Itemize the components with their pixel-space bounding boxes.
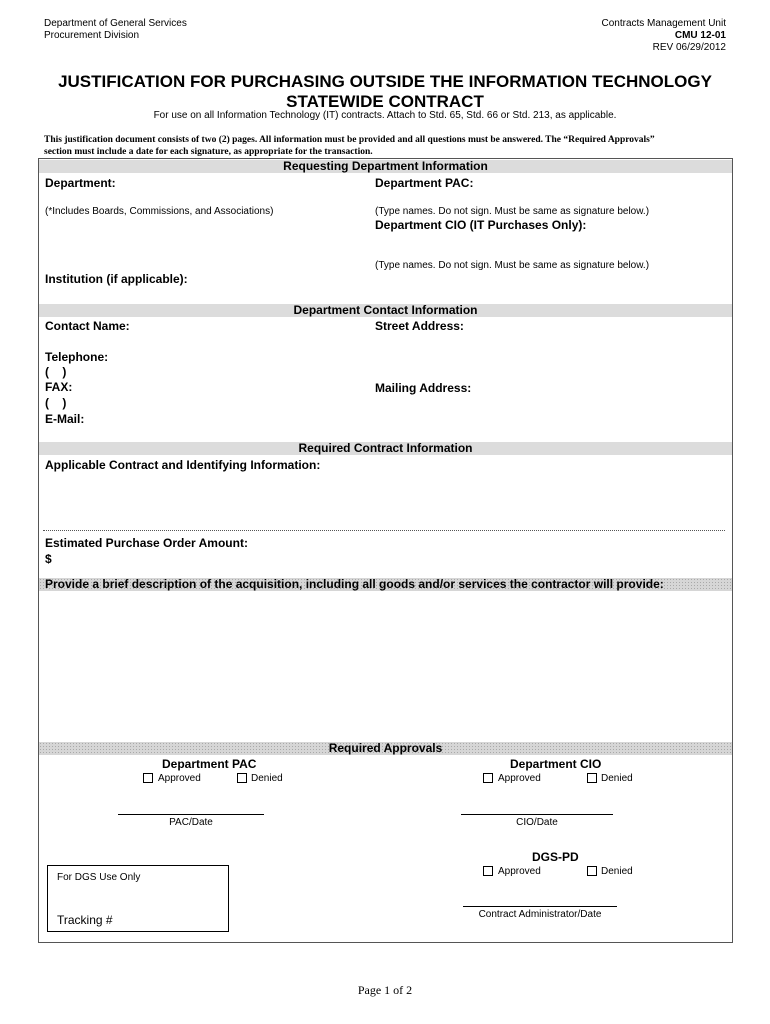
form-title	[40, 72, 730, 112]
dgs-approved-label: Approved	[498, 866, 541, 877]
pac-note: (Type names. Do not sign. Must be same as signature below.)	[375, 206, 650, 217]
department-pac-label: Department PAC:	[375, 176, 474, 190]
section-approvals-heading: Required Approvals	[39, 742, 732, 755]
form-number: CMU 12-01	[674, 30, 726, 41]
revision-date: REV 06/29/2012	[652, 42, 726, 53]
fax-label: FAX:	[45, 380, 73, 394]
telephone-label: Telephone:	[45, 350, 109, 364]
pac-denied-label: Denied	[251, 773, 283, 784]
cio-denied-checkbox[interactable]	[587, 773, 597, 783]
dgs-pd-title: DGS-PD	[532, 850, 579, 864]
institution-label: Institution (if applicable):	[45, 272, 188, 286]
pac-date-label: PAC/Date	[169, 817, 213, 828]
division-name: Procurement Division	[44, 30, 140, 41]
instructions-line-1: This justification document consists of two (2) pages. All information must be provided and all questions must be answered. The “Required Approvals”	[44, 135, 655, 145]
fax-parens: ( )	[45, 396, 67, 410]
street-address-label: Street Address:	[375, 319, 464, 333]
admin-signature-line[interactable]	[463, 906, 617, 907]
section-contract-heading: Required Contract Information	[39, 442, 732, 455]
header-left	[44, 18, 187, 42]
section-description-heading	[39, 578, 732, 591]
approvals-cio-title: Department CIO	[510, 757, 602, 771]
cio-signature-line[interactable]	[461, 814, 613, 815]
dgs-approved-checkbox[interactable]	[483, 866, 493, 876]
mailing-address-label: Mailing Address:	[375, 381, 472, 395]
approvals-pac-title: Department PAC	[162, 757, 257, 771]
section-contact-heading: Department Contact Information	[39, 304, 732, 317]
department-cio-label: Department CIO (IT Purchases Only):	[375, 218, 587, 232]
email-label: E-Mail:	[45, 412, 85, 426]
form-subtitle: For use on all Information Technology (IT) contracts. Attach to Std. 65, Std. 66 or Std. 213, as applicable.	[153, 110, 617, 121]
unit-name: Contracts Management Unit	[601, 18, 726, 29]
cio-date-label: CIO/Date	[516, 817, 558, 828]
description-heading-text: Provide a brief description of the acquisition, including all goods and/or services the contractor will provide:	[45, 577, 664, 591]
department-label: Department:	[45, 176, 116, 190]
pac-approved-label: Approved	[158, 773, 201, 784]
instructions-line-2: section must include a date for each signature, as appropriate for the transaction.	[44, 147, 373, 157]
applicable-contract-label: Applicable Contract and Identifying Information:	[45, 458, 321, 472]
pac-denied-checkbox[interactable]	[237, 773, 247, 783]
cio-approved-label: Approved	[498, 773, 541, 784]
contact-name-label: Contact Name:	[45, 319, 130, 333]
dgs-use-only-label: For DGS Use Only	[57, 872, 141, 883]
title-line-2: STATEWIDE CONTRACT	[286, 92, 484, 111]
title-line-1: JUSTIFICATION FOR PURCHASING OUTSIDE THE INFORMATION TECHNOLOGY	[58, 72, 712, 91]
instructions	[44, 134, 734, 158]
section-requesting-heading: Requesting Department Information	[39, 160, 732, 173]
page-number: Page 1 of 2	[357, 983, 413, 997]
pac-signature-line[interactable]	[118, 814, 264, 815]
cio-note: (Type names. Do not sign. Must be same as signature below.)	[375, 260, 650, 271]
cio-approved-checkbox[interactable]	[483, 773, 493, 783]
admin-date-label: Contract Administrator/Date	[478, 909, 602, 920]
tracking-label: Tracking #	[57, 913, 113, 927]
estimated-amount-label: Estimated Purchase Order Amount:	[45, 536, 248, 550]
department-note: (*Includes Boards, Commissions, and Associations)	[45, 206, 274, 217]
cio-denied-label: Denied	[601, 773, 633, 784]
header-right	[476, 18, 726, 54]
agency-name: Department of General Services	[44, 18, 187, 29]
divider	[43, 530, 725, 531]
dollar-sign: $	[45, 552, 52, 566]
dgs-denied-checkbox[interactable]	[587, 866, 597, 876]
pac-approved-checkbox[interactable]	[143, 773, 153, 783]
dgs-denied-label: Denied	[601, 866, 633, 877]
telephone-parens: ( )	[45, 365, 67, 379]
